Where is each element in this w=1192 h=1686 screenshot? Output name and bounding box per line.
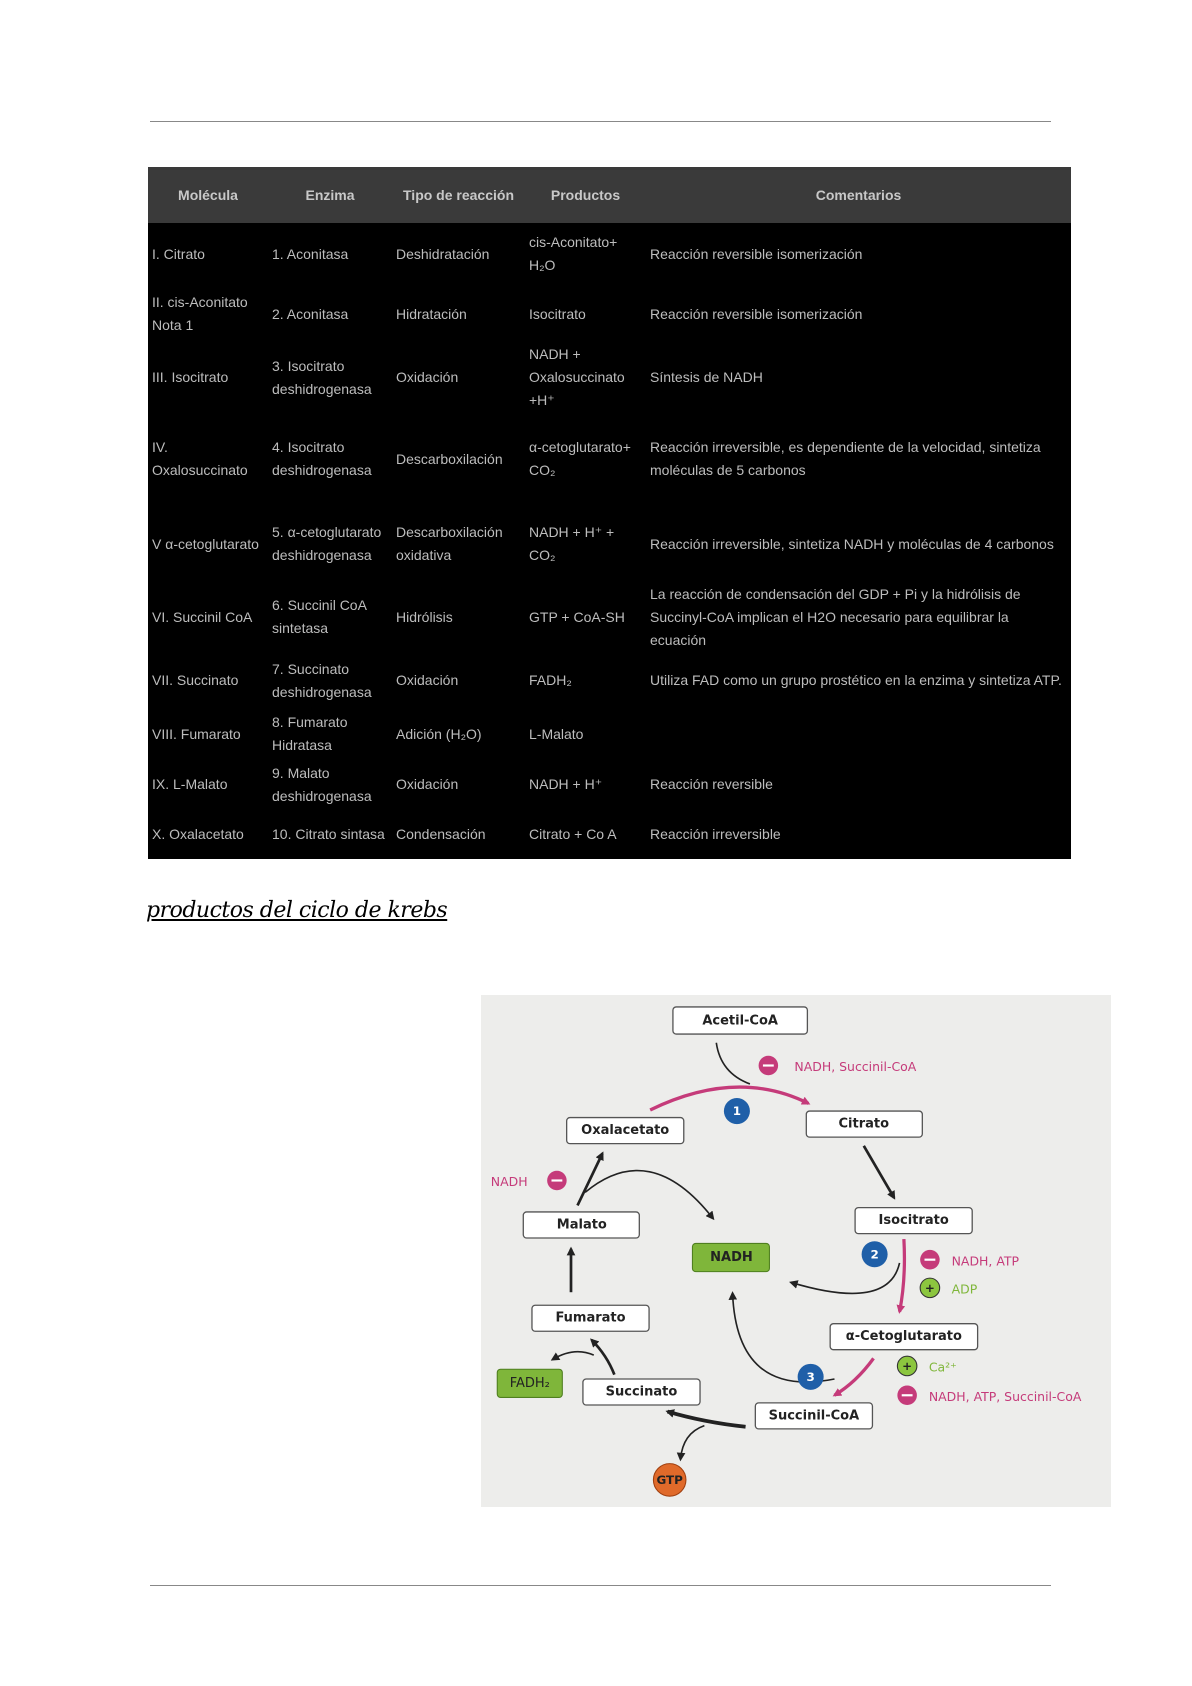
product-gtp (653, 1464, 686, 1497)
svg-text:Citrato: Citrato (838, 1116, 890, 1132)
table-cell: Descarboxilación oxidativa (396, 524, 503, 563)
table-row (148, 652, 1071, 709)
table-cell: NADH + H⁺ (529, 776, 603, 792)
svg-text:FADH₂: FADH₂ (509, 1375, 550, 1391)
node-succinil-coa (755, 1403, 872, 1429)
product-fadh2 (497, 1369, 562, 1397)
table-cell: 6. Succinil CoA sintetasa (272, 597, 367, 636)
svg-text:Ca²⁺: Ca²⁺ (928, 1359, 957, 1375)
table-cell: Reacción irreversible, es dependiente de la velocidad, sintetiza moléculas de 5 carbonos (650, 439, 1041, 478)
table-cell: Utiliza FAD como un grupo prostético en la enzima y sintetiza ATP. (650, 672, 1062, 688)
column-header: Productos (525, 167, 646, 223)
table-cell: 5. α-cetoglutarato deshidrogenasa (272, 524, 382, 563)
table-cell: Isocitrato (529, 305, 586, 322)
svg-text:NADH, ATP: NADH, ATP (951, 1253, 1020, 1269)
table-cell: Oxidación (396, 776, 459, 792)
svg-text:3: 3 (806, 1369, 815, 1384)
table-cell: Reacción reversible isomerización (650, 245, 863, 262)
table-cell: Descarboxilación (396, 450, 503, 467)
table-cell: VIII. Fumarato (152, 725, 241, 742)
table-cell: 1. Aconitasa (272, 245, 349, 262)
table-cell: III. Isocitrato (152, 369, 229, 385)
svg-text:NADH, Succinil-CoA: NADH, Succinil-CoA (794, 1059, 917, 1075)
table-cell (646, 709, 1071, 759)
svg-text:Isocitrato: Isocitrato (878, 1213, 949, 1229)
column-header: Comentarios (646, 167, 1071, 223)
svg-text:Succinato: Succinato (605, 1384, 678, 1400)
table-cell: α-cetoglutarato+ CO₂ (529, 439, 631, 478)
column-header: Tipo de reacción (392, 167, 525, 223)
node-fumarato (532, 1305, 649, 1331)
table-row (148, 285, 1071, 343)
node-citrato (806, 1111, 922, 1137)
svg-text:NADH: NADH (710, 1250, 753, 1266)
inhibitor-step-2 (920, 1250, 1019, 1270)
table-cell: IV. Oxalosuccinato (152, 439, 248, 478)
table-cell: Hidratación (396, 305, 467, 322)
table-cell: Condensación (396, 826, 486, 842)
table-cell: Oxidación (396, 369, 459, 385)
table-cell: GTP + CoA-SH (529, 608, 625, 625)
table-row (148, 810, 1071, 859)
node-acetil-coa (673, 1007, 807, 1034)
node-oxalacetato (567, 1118, 684, 1144)
table-cell: 10. Citrato sintasa (272, 826, 385, 842)
table-cell: La reacción de condensación del GDP + Pi y la hidrólisis de Succinyl-CoA implican el H2O necesario para equilibrar la ecuación (650, 585, 1021, 648)
table-cell: Síntesis de NADH (650, 369, 763, 385)
table-cell: Hidrólisis (396, 608, 453, 625)
krebs-cycle-diagram (481, 995, 1111, 1507)
column-header: Molécula (148, 167, 268, 223)
table-cell: Oxidación (396, 672, 459, 688)
table-cell: 9. Malato deshidrogenasa (272, 764, 372, 804)
table-cell: X. Oxalacetato (152, 826, 244, 842)
table-cell: Adición (H₂O) (396, 725, 482, 742)
table-header-row (148, 167, 1071, 223)
step-3-badge (798, 1364, 824, 1390)
table-cell: IX. L-Malato (152, 776, 228, 792)
svg-text:Fumarato: Fumarato (555, 1310, 626, 1326)
table-cell: Deshidratación (396, 245, 490, 262)
node-succinato (583, 1379, 700, 1405)
table-row (148, 582, 1071, 652)
table-cell: II. cis-Aconitato Nota 1 (152, 294, 248, 333)
table-cell: FADH₂ (529, 672, 572, 688)
svg-text:Oxalacetato: Oxalacetato (581, 1123, 670, 1139)
table-row (148, 412, 1071, 506)
table-cell: 7. Succinato deshidrogenasa (272, 660, 372, 700)
table-cell: Reacción reversible (650, 776, 773, 792)
table-cell: Reacción reversible isomerización (650, 305, 863, 322)
svg-text:ADP: ADP (951, 1281, 978, 1297)
table-row (148, 709, 1071, 759)
table-cell: NADH + H⁺ + CO₂ (529, 524, 615, 563)
table-row (148, 759, 1071, 810)
table-cell: VI. Succinil CoA (152, 608, 253, 625)
section-title: productos del ciclo de krebs (146, 898, 448, 923)
node-malato (523, 1212, 639, 1238)
table-cell: Reacción irreversible (650, 826, 781, 842)
node-isocitrato (855, 1208, 972, 1234)
svg-text:α-Cetoglutarato: α-Cetoglutarato (845, 1329, 962, 1345)
table-cell: 8. Fumarato Hidratasa (272, 714, 348, 753)
svg-text:NADH: NADH (490, 1174, 528, 1190)
top-rule (150, 121, 1051, 122)
svg-text:Succinil-CoA: Succinil-CoA (768, 1408, 860, 1424)
table-cell: Citrato + Co A (529, 826, 617, 842)
step-2-badge (862, 1241, 888, 1267)
table-cell: L-Malato (529, 725, 584, 742)
table-cell: I. Citrato (152, 245, 205, 262)
svg-text:Acetil-CoA: Acetil-CoA (702, 1013, 778, 1029)
svg-text:GTP: GTP (656, 1472, 683, 1487)
table-cell: NADH + Oxalosuccinato +H⁺ (529, 346, 625, 408)
table-cell: Reacción irreversible, sintetiza NADH y moléculas de 4 carbonos (650, 535, 1054, 552)
table-row (148, 506, 1071, 582)
column-header: Enzima (268, 167, 392, 223)
svg-text:2: 2 (870, 1247, 879, 1262)
svg-text:NADH, ATP, Succinil-CoA: NADH, ATP, Succinil-CoA (928, 1388, 1082, 1404)
bottom-rule (150, 1585, 1051, 1586)
node-cetoglutarato (830, 1324, 977, 1350)
table-cell: V α-cetoglutarato (152, 535, 259, 552)
table-row (148, 343, 1071, 412)
svg-text:+: + (924, 1280, 935, 1295)
svg-text:+: + (902, 1358, 913, 1373)
svg-text:Malato: Malato (556, 1217, 607, 1233)
svg-text:1: 1 (732, 1104, 742, 1119)
table-cell: 3. Isocitrato deshidrogenasa (272, 357, 372, 397)
table-cell: 2. Aconitasa (272, 305, 349, 322)
table-row (148, 223, 1071, 285)
table-cell: cis-Aconitato+ H₂O (529, 234, 618, 273)
table-cell: VII. Succinato (152, 672, 239, 688)
table-cell: 4. Isocitrato deshidrogenasa (272, 439, 372, 478)
krebs-table (148, 167, 1071, 859)
step-1-badge (724, 1098, 750, 1124)
product-nadh (692, 1243, 769, 1271)
